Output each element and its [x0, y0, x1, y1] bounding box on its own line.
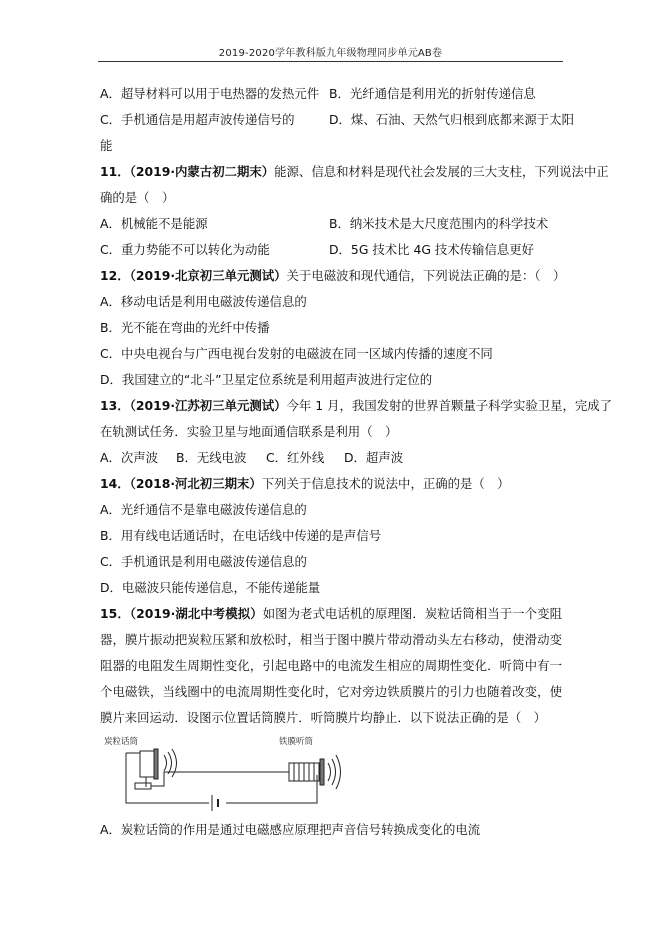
q10-option-a: A．超导材料可以用于电热器的发热元件	[100, 86, 320, 101]
q12-option-a: A．移动电话是利用电磁波传递信息的	[100, 294, 307, 309]
q13-source: （2019·江苏初三单元测试）	[129, 398, 287, 413]
q13-option-c: C．红外线	[266, 450, 325, 465]
q12-option-b: B．光不能在弯曲的光纤中传播	[100, 320, 270, 335]
q14-option-c: C．手机通讯是利用电磁波传递信息的	[100, 554, 307, 569]
q11-stem-line1	[100, 164, 609, 180]
diagram-earpiece-label: 铁膜听筒	[279, 737, 314, 747]
q13-stem: 今年 1 月，我国发射的世界首颗量子科学实验卫星，完成了	[286, 398, 613, 413]
q11-option-d: D．5G 技术比 4G 技术传输信息更好	[329, 242, 535, 257]
slide-rheostat	[135, 783, 151, 789]
q12-option-c: C．中央电视台与广西电视台发射的电磁波在同一区域内传播的速度不同	[100, 346, 493, 361]
header-title: 2019-2020学年教科版九年级物理同步单元AB卷	[218, 48, 443, 59]
q11-stem: 能源、信息和材料是现代社会发展的三大支柱，下列说法中正	[274, 164, 609, 179]
q14-option-a: A．光纤通信不是靠电磁波传递信息的	[100, 502, 307, 517]
q12-stem: 关于电磁波和现代通信，下列说法正确的是：（ ）	[286, 268, 566, 283]
q13-stem-line2: 在轨测试任务．实验卫星与地面通信联系是利用（ ）	[100, 424, 398, 439]
q10-option-b: B．光纤通信是利用光的折射传递信息	[329, 86, 536, 101]
earpiece-diaphragm	[320, 759, 324, 785]
q14-stem-line	[100, 476, 510, 492]
telephone-circuit-diagram	[104, 733, 344, 813]
q11-source: （2019·内蒙古初二期末）	[129, 164, 275, 179]
q11-option-c: C．重力势能不可以转化为动能	[100, 242, 270, 257]
q15-number: 15．	[100, 606, 130, 621]
q13-option-b: B．无线电波	[176, 450, 247, 465]
q13-option-d: D．超声波	[344, 450, 404, 465]
diagram-carbon-mic-label: 炭粒话筒	[104, 737, 139, 747]
q15-source: （2019·湖北中考模拟）	[129, 606, 263, 621]
q12-number: 12．	[100, 268, 130, 283]
q14-stem: 下列关于信息技术的说法中，正确的是（ ）	[261, 476, 510, 491]
q11-option-b: B．纳米技术是大尺度范围内的科学技术	[329, 216, 549, 231]
q15-stem: 如图为老式电话机的原理图．炭粒话筒相当于一个变阻器，膜片振动把炭粒压紧和放松时，相当于图中膜片带动滑动头左右移动，使滑动变阻器的电阻发生周期性变化，引起电路中的电流发生相应的周期性变化．听筒中有一个电磁铁，当线圈中的电流周期性变化时，它对旁边铁质膜片的引力也随着改变，使膜片来回运动．设图示位置话筒膜片．听筒膜片均静止．以下说法正确的是（ ）	[100, 606, 562, 725]
q13-stem-line1	[100, 398, 612, 414]
q14-source: （2018·河北初三期末）	[129, 476, 262, 491]
q14-option-b: B．用有线电话通话时，在电话线中传递的是声信号	[100, 528, 382, 543]
q10-option-c: C．手机通信是用超声波传递信号的	[100, 112, 295, 127]
q13-number: 13．	[100, 398, 130, 413]
q15-stem-paragraph	[100, 601, 562, 731]
q12-option-d: D．我国建立的“北斗”卫星定位系统是利用超声波进行定位的	[100, 372, 433, 387]
carbon-mic-body	[140, 751, 154, 777]
q11-number: 11．	[100, 164, 130, 179]
q10-option-d: D．煤、石油、天然气归根到底都来源于太阳	[329, 112, 574, 127]
q10-option-d-cont: 能	[100, 138, 113, 153]
q14-number: 14．	[100, 476, 130, 491]
carbon-mic-diaphragm	[154, 749, 158, 779]
q15-option-a: A．炭粒话筒的作用是通过电磁感应原理把声音信号转换成变化的电流	[100, 822, 481, 837]
q13-option-a: A．次声波	[100, 450, 159, 465]
q11-option-a: A．机械能不是能源	[100, 216, 208, 231]
header-rule	[98, 61, 563, 62]
q14-option-d: D．电磁波只能传递信息，不能传递能量	[100, 580, 321, 595]
q12-source: （2019·北京初三单元测试）	[129, 268, 287, 283]
q12-stem-line	[100, 268, 565, 284]
q11-stem-line2: 确的是（ ）	[100, 190, 175, 205]
